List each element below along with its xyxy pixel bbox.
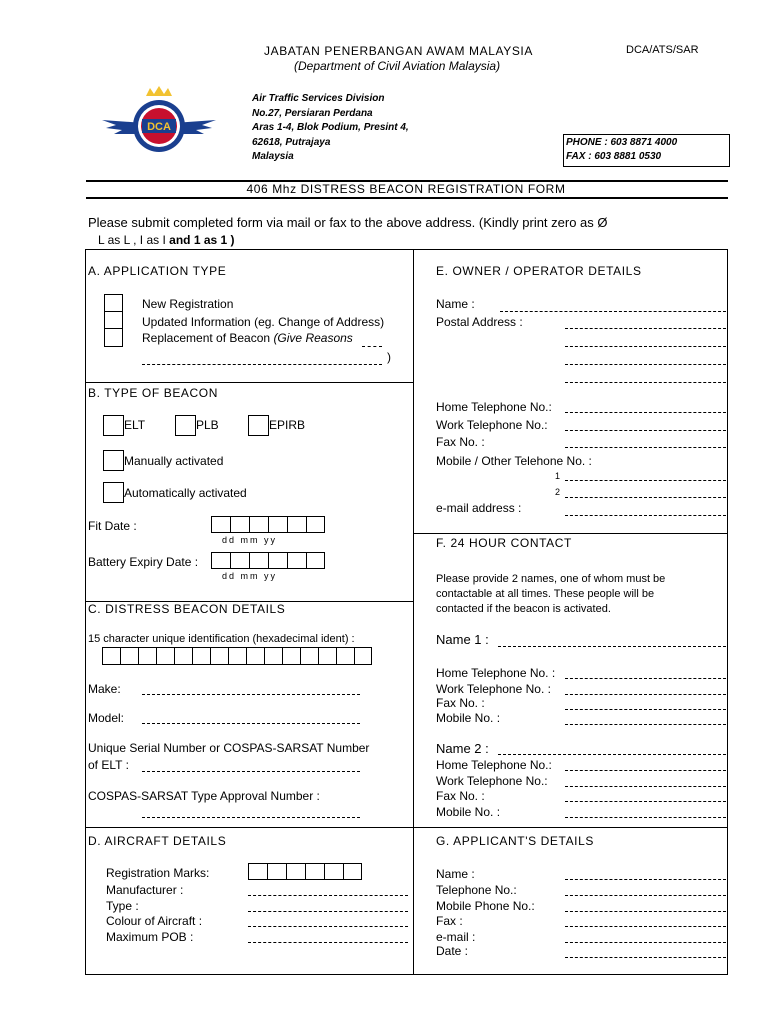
epirb-checkbox[interactable] (248, 415, 269, 436)
battery-expiry-format: dd mm yy (222, 571, 278, 581)
contact-2-fax-input[interactable] (565, 801, 726, 802)
address-line: Aras 1-4, Blok Podium, Presint 4, (252, 122, 409, 133)
contact-name-1-label: Name 1 : (436, 632, 489, 647)
owner-mobile-label: Mobile / Other Telehone No. : (436, 454, 592, 468)
contact-1-home-tel-input[interactable] (565, 678, 726, 679)
manual-activation-label: Manually activated (124, 454, 224, 468)
contact-1-home-tel-label: Home Telephone No. : (436, 666, 556, 680)
owner-work-tel-label: Work Telephone No.: (436, 418, 548, 432)
section-g-title: G. APPLICANT'S DETAILS (436, 834, 594, 848)
applicant-tel-input[interactable] (565, 895, 726, 896)
postal-address-input-3[interactable] (565, 364, 726, 365)
registration-marks-input[interactable] (248, 863, 362, 880)
applicant-fax-input[interactable] (565, 926, 726, 927)
owner-name-input[interactable] (500, 311, 726, 312)
replacement-checkbox[interactable] (104, 328, 123, 347)
instructions-line-1: Please submit completed form via mail or fax to the above address. (Kindly print zero as Ø (88, 215, 608, 230)
title-rule-bottom (86, 197, 728, 199)
manufacturer-input[interactable] (248, 895, 408, 896)
contact-1-mobile-label: Mobile No. : (436, 711, 501, 725)
contact-2-mobile-label: Mobile No. : (436, 805, 501, 819)
applicant-name-input[interactable] (565, 879, 726, 880)
contact-2-fax-label: Fax No. : (436, 789, 485, 803)
contact-name-1-input[interactable] (498, 646, 726, 647)
contact-intro-line: contactable at all times. These people will be (436, 588, 655, 600)
postal-address-label: Postal Address : (436, 315, 523, 329)
applicant-date-input[interactable] (565, 957, 726, 958)
type-approval-input[interactable] (142, 817, 360, 818)
model-input[interactable] (142, 723, 360, 724)
owner-fax-input[interactable] (565, 447, 726, 448)
logo-text: DCA (147, 121, 171, 133)
address-line: 62618, Putrajaya (252, 136, 331, 148)
section-b-title: B. TYPE OF BEACON (88, 386, 219, 400)
reference-code: DCA/ATS/SAR (626, 44, 699, 56)
contact-1-mobile-input[interactable] (565, 724, 726, 725)
applicant-date-label: Date : (436, 944, 469, 958)
address-block (252, 92, 409, 165)
divider-a-b (85, 382, 413, 383)
contact-1-fax-input[interactable] (565, 709, 726, 710)
contact-intro (436, 572, 665, 617)
owner-fax-label: Fax No. : (436, 435, 485, 449)
owner-mobile-1-input[interactable] (565, 480, 726, 481)
option-updated-information: Updated Information (eg. Change of Address) (142, 315, 385, 329)
contact-box (563, 134, 730, 167)
instructions-bold: and 1 as 1 ) (169, 233, 235, 247)
contact-2-home-tel-label: Home Telephone No.: (436, 758, 552, 772)
option-new-registration: New Registration (142, 297, 234, 311)
elt-checkbox[interactable] (103, 415, 124, 436)
manual-activation-checkbox[interactable] (103, 450, 124, 471)
contact-2-work-tel-input[interactable] (565, 786, 726, 787)
type-approval-label: COSPAS-SARSAT Type Approval Number : (88, 789, 320, 803)
reasons-input[interactable] (142, 364, 382, 365)
applicant-name-label: Name : (436, 867, 475, 881)
contact-2-work-tel-label: Work Telephone No.: (436, 774, 548, 788)
owner-mobile-2-input[interactable] (565, 497, 726, 498)
plb-checkbox[interactable] (175, 415, 196, 436)
applicant-email-label: e-mail : (436, 930, 476, 944)
owner-email-input[interactable] (565, 515, 726, 516)
contact-1-work-tel-label: Work Telephone No. : (436, 682, 551, 696)
hex-ident-input[interactable] (102, 647, 372, 665)
auto-activation-label: Automatically activated (124, 486, 247, 500)
address-line: Malaysia (252, 151, 294, 162)
phone-number: PHONE : 603 8871 4000 (566, 137, 678, 148)
make-label: Make: (88, 682, 121, 696)
owner-work-tel-input[interactable] (565, 430, 726, 431)
auto-activation-checkbox[interactable] (103, 482, 124, 503)
registration-marks-label: Registration Marks: (106, 866, 210, 880)
fit-date-format: dd mm yy (222, 535, 278, 545)
epirb-label: EPIRB (269, 418, 306, 432)
postal-address-input-4[interactable] (565, 382, 726, 383)
section-c-title: C. DISTRESS BEACON DETAILS (88, 602, 286, 616)
owner-email-label: e-mail address : (436, 501, 522, 515)
hex-ident-label: 15 character unique identification (hexadecimal ident) : (88, 633, 355, 645)
address-line: Air Traffic Services Division (252, 93, 385, 104)
fax-number: FAX : 603 8881 0530 (566, 151, 662, 162)
dca-logo (98, 84, 220, 164)
colour-input[interactable] (248, 926, 408, 927)
option-replacement (142, 331, 353, 345)
reasons-close-paren: ) (387, 350, 391, 364)
contact-2-home-tel-input[interactable] (565, 770, 726, 771)
instructions-letters: L as L , I as I (98, 233, 166, 247)
section-a-title: A. APPLICATION TYPE (88, 264, 227, 278)
section-d-title: D. AIRCRAFT DETAILS (88, 834, 227, 848)
serial-input[interactable] (142, 771, 360, 772)
owner-name-label: Name : (436, 297, 475, 311)
contact-intro-line: contacted if the beacon is activated. (436, 603, 611, 615)
contact-intro-line: Please provide 2 names, one of whom must be (436, 573, 666, 585)
type-input[interactable] (248, 911, 408, 912)
colour-label: Colour of Aircraft : (106, 914, 203, 928)
make-input[interactable] (142, 694, 360, 695)
fit-date-input[interactable] (211, 516, 325, 533)
owner-home-tel-label: Home Telephone No.: (436, 400, 552, 414)
divider-cd-fg (85, 827, 728, 828)
battery-expiry-label: Battery Expiry Date : (88, 555, 199, 569)
owner-mobile-1-label: 1 (555, 471, 561, 481)
applicant-fax-label: Fax : (436, 914, 463, 928)
contact-2-mobile-input[interactable] (565, 817, 726, 818)
postal-address-input-2[interactable] (565, 346, 726, 347)
contact-1-fax-label: Fax No. : (436, 696, 485, 710)
applicant-mobile-label: Mobile Phone No.: (436, 899, 535, 913)
form-title: 406 Mhz DISTRESS BEACON REGISTRATION FORM (246, 182, 566, 196)
max-pob-label: Maximum POB : (106, 930, 194, 944)
instructions-line-2 (98, 233, 235, 247)
owner-home-tel-input[interactable] (565, 412, 726, 413)
divider-e-f (413, 533, 728, 534)
applicant-email-input[interactable] (565, 942, 726, 943)
model-label: Model: (88, 711, 125, 725)
address-line: No.27, Persiaran Perdana (252, 107, 373, 119)
type-label: Type : (106, 899, 139, 913)
applicant-tel-label: Telephone No.: (436, 883, 517, 897)
section-f-title: F. 24 HOUR CONTACT (436, 536, 572, 550)
elt-label: ELT (124, 418, 146, 432)
serial-label-line-1: Unique Serial Number or COSPAS-SARSAT Number (88, 741, 370, 755)
owner-mobile-2-label: 2 (555, 487, 561, 497)
postal-address-input-1[interactable] (565, 328, 726, 329)
agency-title: JABATAN PENERBANGAN AWAM MALAYSIA (264, 44, 533, 58)
agency-subtitle: (Department of Civil Aviation Malaysia) (294, 59, 501, 73)
section-e-title: E. OWNER / OPERATOR DETAILS (436, 264, 642, 278)
contact-1-work-tel-input[interactable] (565, 694, 726, 695)
plb-label: PLB (196, 418, 219, 432)
contact-name-2-label: Name 2 : (436, 741, 489, 756)
contact-name-2-input[interactable] (498, 754, 726, 755)
battery-expiry-input[interactable] (211, 552, 325, 569)
give-reasons-label: (Give Reasons (273, 331, 353, 345)
option-replacement-label: Replacement of Beacon (142, 331, 271, 345)
fit-date-label: Fit Date : (88, 519, 137, 533)
applicant-mobile-input[interactable] (565, 911, 726, 912)
manufacturer-label: Manufacturer : (106, 883, 184, 897)
serial-label-line-2: of ELT : (88, 758, 129, 772)
max-pob-input[interactable] (248, 942, 408, 943)
reasons-input-start[interactable] (362, 346, 382, 347)
column-divider (413, 249, 414, 975)
